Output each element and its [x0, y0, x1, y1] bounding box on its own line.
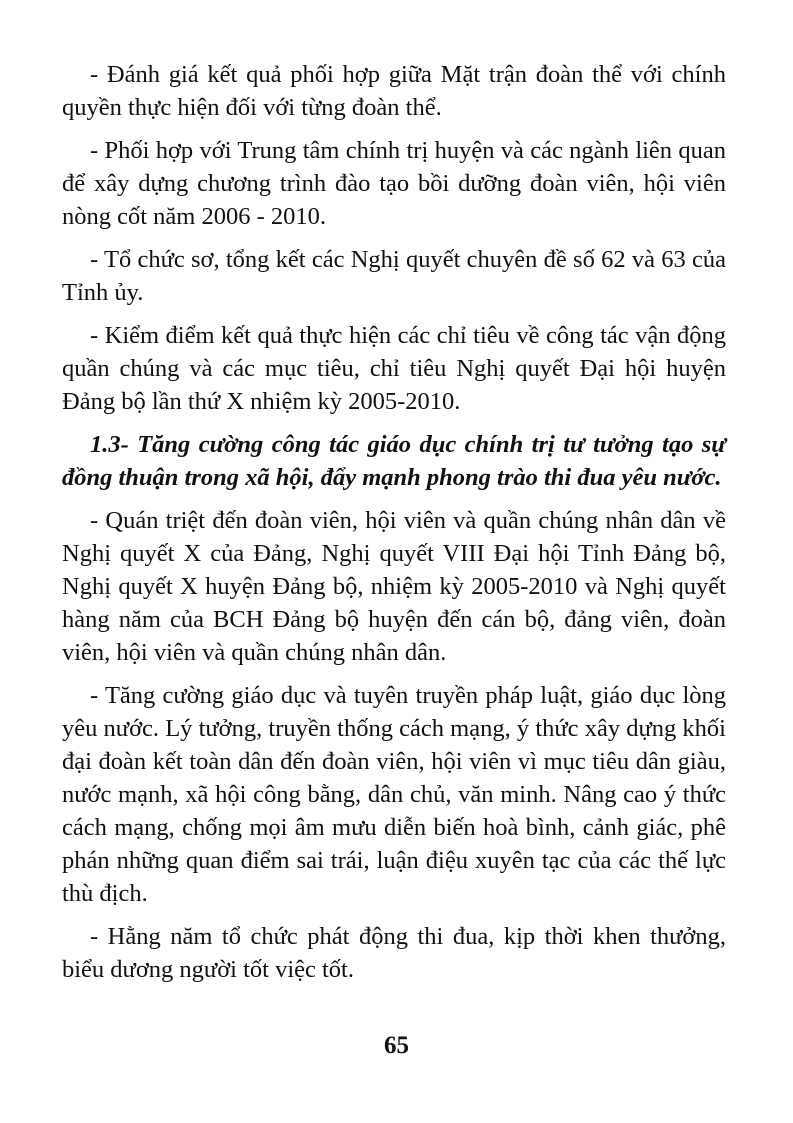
paragraph-resolution-dissemination: - Quán triệt đến đoàn viên, hội viên và quần chúng nhân dân về Nghị quyết X của Đảng, Nghị quyết VIII Đại hội Tỉnh Đảng bộ, Nghị quyết X huyện Đảng bộ, nhiệm kỳ 2005-2010 và Nghị quyết hàng năm của BCH Đảng bộ huyện đến cán bộ, đảng viên, đoàn viên, hội viên và quần chúng nhân dân. [62, 507, 726, 666]
paragraph-resolutions-review: - Tổ chức sơ, tổng kết các Nghị quyết chuyên đề số 62 và 63 của Tỉnh ủy. [62, 246, 726, 306]
section-heading: 1.3- Tăng cường công tác giáo dục chính trị tư tưởng tạo sự đồng thuận trong xã hội, đẩy mạnh phong trào thi đua yêu nước. [62, 431, 726, 491]
page-number: 65 [384, 1032, 409, 1059]
paragraph-education-propaganda: - Tăng cường giáo dục và tuyên truyền pháp luật, giáo dục lòng yêu nước. Lý tưởng, truyền thống cách mạng, ý thức xây dựng khối đại đoàn kết toàn dân đến đoàn viên, hội viên vì mục tiêu dân giàu, nước mạnh, xã hội công bằng, dân chủ, văn minh. Nâng cao ý thức cách mạng, chống mọi âm mưu diễn biến hoà bình, cảnh giác, phê phán những quan điểm sai trái, luận điệu xuyên tạc của các thế lực thù địch. [62, 682, 726, 907]
page-body [62, 58, 726, 996]
paragraph-emulation: - Hằng năm tổ chức phát động thi đua, kịp thời khen thưởng, biểu dương người tốt việc tốt. [62, 923, 726, 983]
paragraph-training-program: - Phối hợp với Trung tâm chính trị huyện và các ngành liên quan để xây dựng chương trình đào tạo bồi dưỡng đoàn viên, hội viên nòng cốt năm 2006 - 2010. [62, 137, 726, 230]
paragraph-targets-review: - Kiểm điểm kết quả thực hiện các chỉ tiêu về công tác vận động quần chúng và các mục tiêu, chỉ tiêu Nghị quyết Đại hội huyện Đảng bộ lần thứ X nhiệm kỳ 2005-2010. [62, 322, 726, 415]
paragraph-evaluate-coordination: - Đánh giá kết quả phối hợp giữa Mặt trận đoàn thể với chính quyền thực hiện đối với từng đoàn thể. [62, 61, 726, 121]
